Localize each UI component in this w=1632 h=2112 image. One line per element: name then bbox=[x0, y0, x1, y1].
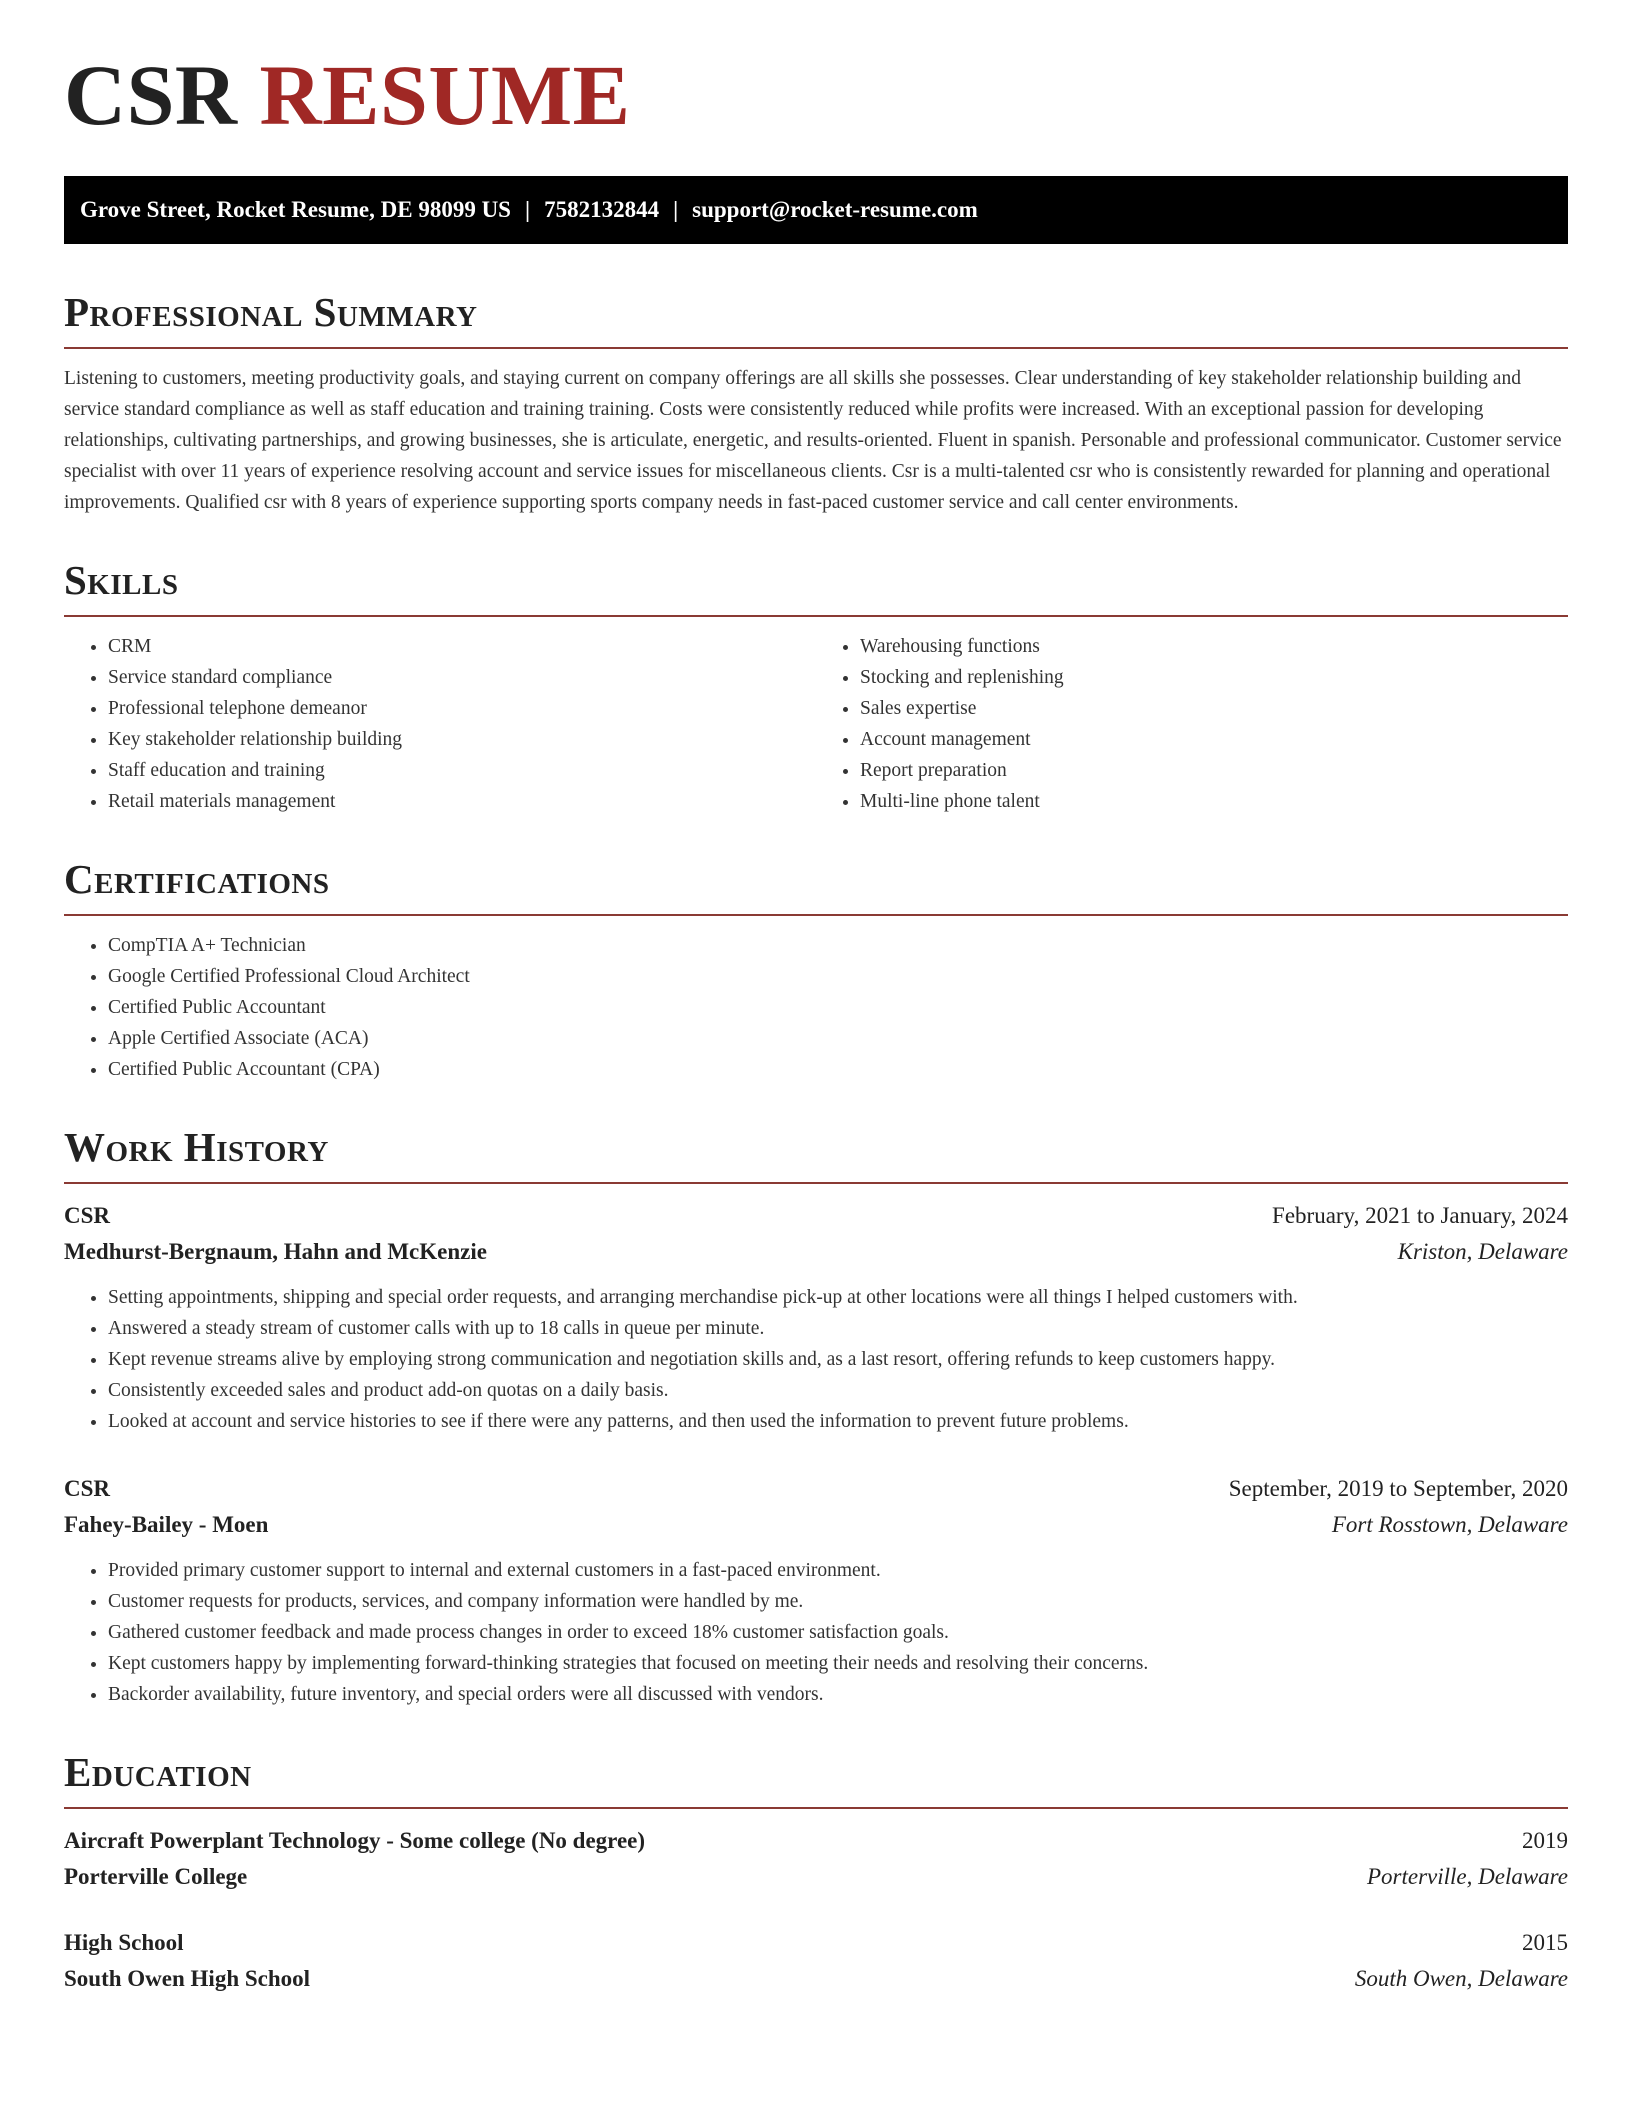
skills-list-left bbox=[64, 631, 816, 817]
section-heading-education: Education bbox=[64, 1749, 252, 1795]
skill-item: • Staff education and training bbox=[108, 755, 816, 786]
section-divider bbox=[64, 1807, 1568, 1809]
education-school: South Owen High School bbox=[64, 1966, 311, 1991]
section-divider bbox=[64, 615, 1568, 617]
job-bullet: • Backorder availability, future inventory, and special orders were all discussed with vendors. bbox=[108, 1679, 1568, 1710]
job-bullet: • Gathered customer feedback and made process changes in order to exceed 18% customer satisfaction goals. bbox=[108, 1617, 1568, 1648]
certification-item: • CompTIA A+ Technician bbox=[108, 930, 1568, 961]
skill-item: • Professional telephone demeanor bbox=[108, 693, 816, 724]
skill-item: • Service standard compliance bbox=[108, 662, 816, 693]
skill-item: • Key stakeholder relationship building bbox=[108, 724, 816, 755]
job-bullet: • Setting appointments, shipping and special order requests, and arranging merchandise pick-up at other locations were all things I helped customers with. bbox=[108, 1282, 1568, 1313]
skill-item: • Stocking and replenishing bbox=[860, 662, 1568, 693]
job-header-row bbox=[64, 1198, 1568, 1234]
skill-item: • Sales expertise bbox=[860, 693, 1568, 724]
summary-section bbox=[64, 289, 1568, 518]
job-bullet: • Answered a steady stream of customer calls with up to 18 calls in queue per minute. bbox=[108, 1313, 1568, 1344]
job-bullet: • Kept customers happy by implementing forward-thinking strategies that focused on meeting their needs and resolving their concerns. bbox=[108, 1648, 1568, 1679]
title-first: CSR bbox=[64, 47, 238, 143]
education-year: 2015 bbox=[1522, 1930, 1568, 1955]
title-last: RESUME bbox=[259, 47, 631, 143]
section-heading-skills: Skills bbox=[64, 557, 179, 603]
job-bullet: • Customer requests for products, services, and company information were handled by me. bbox=[108, 1586, 1568, 1617]
work-history-section bbox=[64, 1124, 1568, 1710]
section-heading-summary: Professional Summary bbox=[64, 289, 478, 335]
job-bullet: • Consistently exceeded sales and product add-on quotas on a daily basis. bbox=[108, 1375, 1568, 1406]
job-dates: February, 2021 to January, 2024 bbox=[1272, 1203, 1568, 1228]
education-year: 2019 bbox=[1522, 1828, 1568, 1853]
job-company: Fahey-Bailey - Moen bbox=[64, 1512, 269, 1537]
certifications-list bbox=[64, 930, 1568, 1085]
education-school-row bbox=[64, 1859, 1568, 1895]
contact-phone: 7582132844 bbox=[544, 197, 660, 222]
section-divider bbox=[64, 347, 1568, 349]
skills-list-right bbox=[816, 631, 1568, 817]
job-title: CSR bbox=[64, 1476, 111, 1501]
contact-email: support@rocket-resume.com bbox=[692, 197, 978, 222]
education-entry bbox=[64, 1823, 1568, 1895]
skill-item: • Warehousing functions bbox=[860, 631, 1568, 662]
education-entry bbox=[64, 1925, 1568, 1997]
certification-item: • Certified Public Accountant bbox=[108, 992, 1568, 1023]
education-degree: Aircraft Powerplant Technology - Some college (No degree) bbox=[64, 1828, 646, 1853]
education-section bbox=[64, 1749, 1568, 1997]
summary-text: Listening to customers, meeting productivity goals, and staying current on company offerings are all skills she possesses. Clear understanding of key stakeholder relationship building and service standard compliance as well as staff education and training training. Costs were consistently reduced while profits were increased. With an exceptional passion for developing relationships, cultivating partnerships, and growing businesses, she is articulate, energetic, and results-oriented. Fluent in spanish. Personable and professional communicator. Customer service specialist with over 11 years of experience resolving account and service issues for miscellaneous clients. Csr is a multi-talented csr who is consistently rewarded for planning and operational improvements. Qualified csr with 8 years of experience supporting sports company needs in fast-paced customer service and call center environments. bbox=[64, 368, 1562, 513]
skills-section bbox=[64, 557, 1568, 817]
job-location: Fort Rosstown, Delaware bbox=[1331, 1512, 1568, 1537]
job-bullets bbox=[64, 1555, 1568, 1710]
education-school-row bbox=[64, 1961, 1568, 1997]
certification-item: • Google Certified Professional Cloud Architect bbox=[108, 961, 1568, 992]
certification-item: • Apple Certified Associate (ACA) bbox=[108, 1023, 1568, 1054]
education-location: South Owen, Delaware bbox=[1354, 1966, 1568, 1991]
skill-item: • Account management bbox=[860, 724, 1568, 755]
education-location: Porterville, Delaware bbox=[1367, 1864, 1568, 1889]
job-company-row bbox=[64, 1234, 1568, 1270]
contact-separator: | bbox=[673, 197, 679, 222]
education-header-row bbox=[64, 1823, 1568, 1859]
section-divider bbox=[64, 1182, 1568, 1184]
job-company-row bbox=[64, 1507, 1568, 1543]
skills-columns bbox=[64, 631, 1568, 817]
skill-item: • Report preparation bbox=[860, 755, 1568, 786]
certifications-section bbox=[64, 856, 1568, 1085]
certification-item: • Certified Public Accountant (CPA) bbox=[108, 1054, 1568, 1085]
contact-bar bbox=[64, 176, 1568, 244]
education-degree: High School bbox=[64, 1930, 184, 1955]
education-header-row bbox=[64, 1925, 1568, 1961]
resume-title bbox=[64, 47, 1568, 143]
job-location: Kriston, Delaware bbox=[1397, 1239, 1568, 1264]
job-header-row bbox=[64, 1471, 1568, 1507]
job-bullet: • Looked at account and service histories to see if there were any patterns, and then used the information to prevent future problems. bbox=[108, 1406, 1568, 1437]
contact-separator: | bbox=[524, 197, 531, 222]
job-bullet: • Kept revenue streams alive by employing strong communication and negotiation skills and, as a last resort, offering refunds to keep customers happy. bbox=[108, 1344, 1568, 1375]
job-bullets bbox=[64, 1282, 1568, 1437]
job-bullet: • Provided primary customer support to internal and external customers in a fast-paced environment. bbox=[108, 1555, 1568, 1586]
education-school: Porterville College bbox=[64, 1864, 248, 1889]
job-dates: September, 2019 to September, 2020 bbox=[1228, 1476, 1568, 1501]
section-heading-work-history: Work History bbox=[64, 1124, 329, 1170]
contact-address: Grove Street, Rocket Resume, DE 98099 US bbox=[80, 197, 511, 222]
section-divider bbox=[64, 914, 1568, 916]
skill-item: • Retail materials management bbox=[108, 786, 816, 817]
job-company: Medhurst-Bergnaum, Hahn and McKenzie bbox=[64, 1239, 487, 1264]
job-title: CSR bbox=[64, 1203, 111, 1228]
job-entry bbox=[64, 1471, 1568, 1710]
job-entry bbox=[64, 1198, 1568, 1437]
section-heading-certifications: Certifications bbox=[64, 856, 330, 902]
skill-item: • CRM bbox=[108, 631, 816, 662]
skill-item: • Multi-line phone talent bbox=[860, 786, 1568, 817]
